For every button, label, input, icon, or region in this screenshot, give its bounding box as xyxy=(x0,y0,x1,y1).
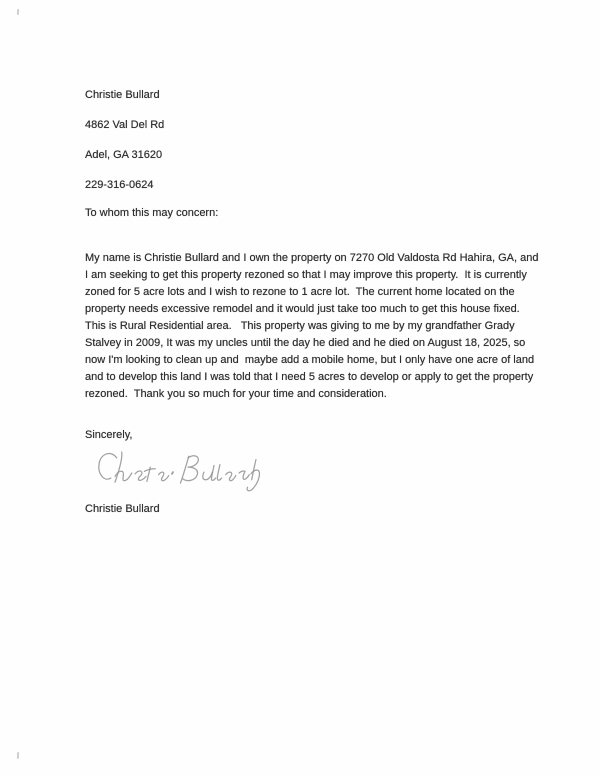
typed-signature-name: Christie Bullard xyxy=(85,503,160,515)
letter-content xyxy=(85,80,542,518)
handwritten-signature-icon xyxy=(73,447,303,499)
sender-phone: 229-316-0624 xyxy=(85,179,154,191)
salutation: To whom this may concern: xyxy=(85,207,219,219)
sender-city-state-zip: Adel, GA 31620 xyxy=(85,149,163,161)
scan-artifact-top-left xyxy=(17,9,19,15)
closing: Sincerely, xyxy=(85,429,133,441)
scan-artifact-bottom-left xyxy=(17,752,19,759)
letter-body: My name is Christie Bullard and I own the property on 7270 Old Valdosta Rd Hahira, GA, and I am seeking to get this property rezoned so that I may improve this property. It is currently zoned for 5 acre lots and I wish to rezone to 1 acre lot. The current home located on the property needs excessive remodel and it would just take too much to get this house fixed. This is Rural Residential area. This property was giving to me by my grandfather Grady Stalvey in 2009, It was my uncles until the day he died and he died on August 18, 2025, so now I'm looking to clean up and maybe add a mobile home, but I only have one acre of land and to develop this land I was told that I need 5 acres to develop or apply to get the property rezoned. Thank you so much for your time and consideration. xyxy=(85,252,542,400)
sender-name: Christie Bullard xyxy=(85,89,160,101)
sender-block xyxy=(85,80,542,200)
sender-street: 4862 Val Del Rd xyxy=(85,119,165,131)
